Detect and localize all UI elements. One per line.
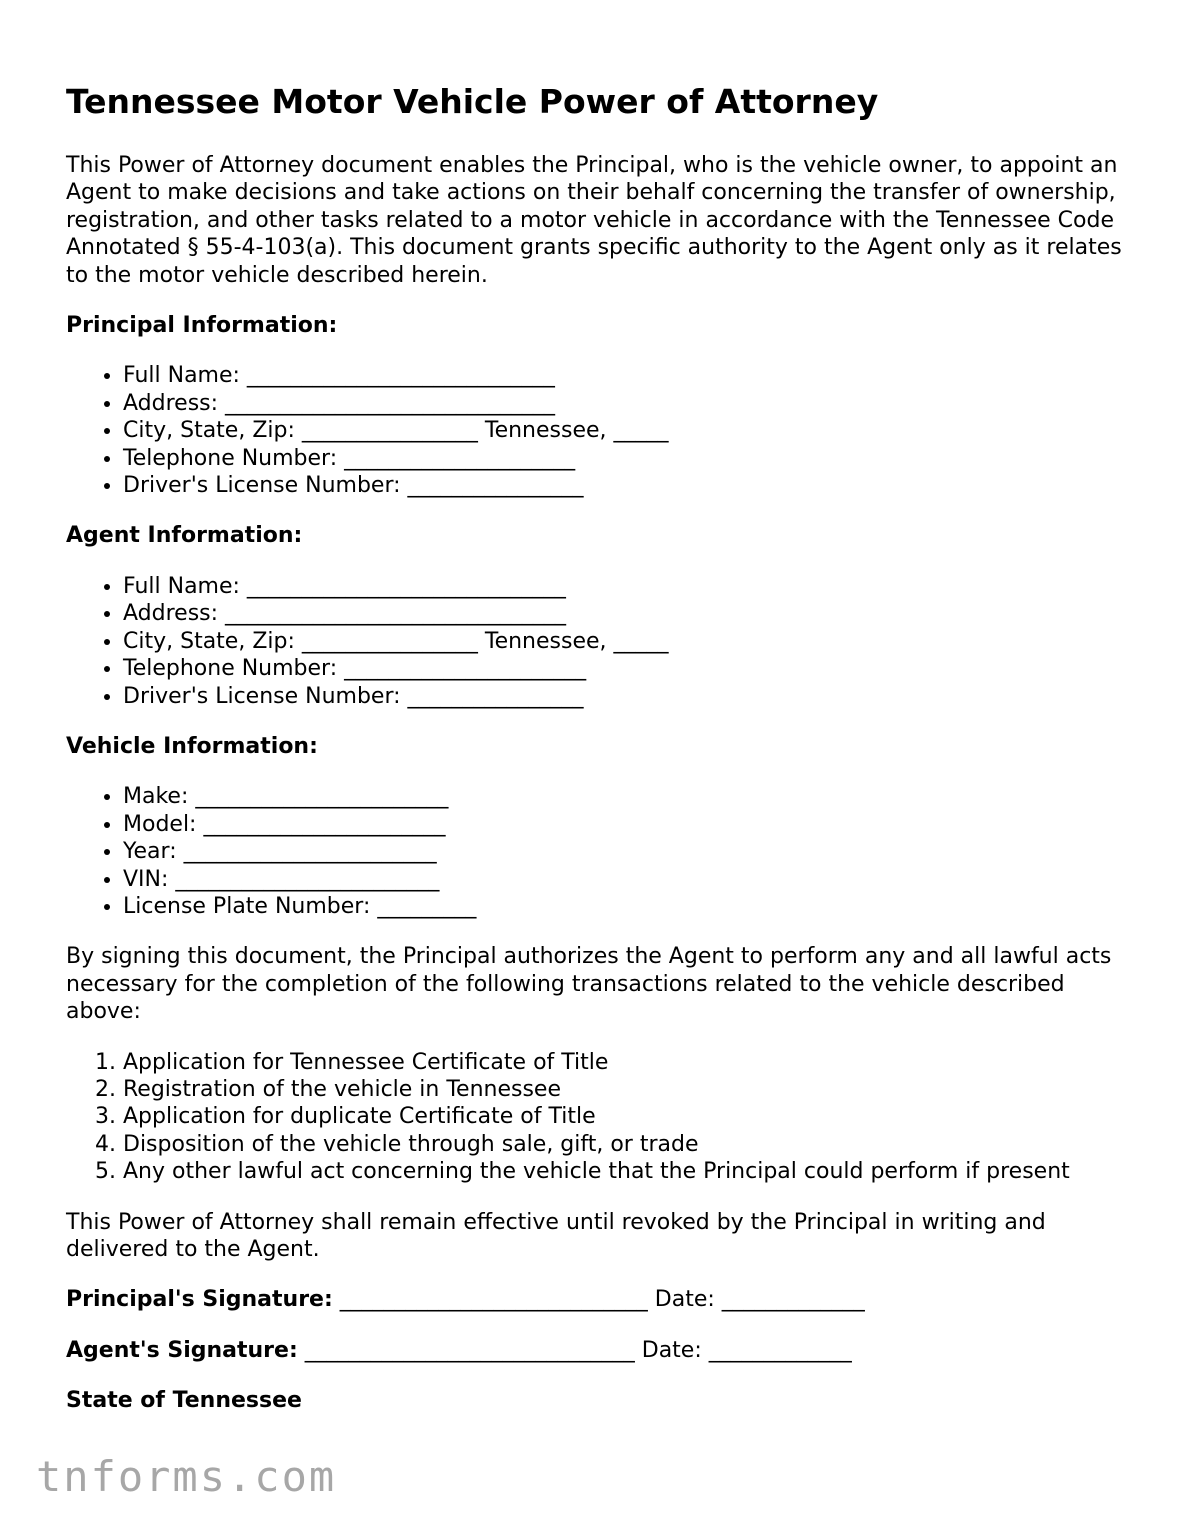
transaction-item: 3. Application for duplicate Certificate of Title (123, 1103, 1126, 1130)
principal-signature-row[interactable] (66, 1286, 1126, 1313)
principal-full-name-field[interactable]: • Full Name: ____________________________ (123, 362, 1126, 389)
vehicle-heading: Vehicle Information: (66, 733, 318, 759)
vehicle-make-field[interactable]: • Make: _______________________ (123, 783, 1126, 810)
agent-signature-blank[interactable]: ______________________________ Date: _____________ (304, 1337, 852, 1363)
agent-signature-label: Agent's Signature: (66, 1337, 298, 1363)
principal-heading: Principal Information: (66, 313, 338, 339)
vehicle-info-list (66, 783, 1126, 920)
principal-info-list (66, 362, 1126, 499)
transaction-item: 5. Any other lawful act concerning the vehicle that the Principal could perform if present (123, 1158, 1126, 1185)
agent-address-field[interactable]: • Address: _______________________________ (123, 600, 1126, 627)
agent-signature-row[interactable] (66, 1337, 1126, 1364)
page-title: Tennessee Motor Vehicle Power of Attorney (66, 82, 879, 121)
state-heading: State of Tennessee (66, 1388, 302, 1414)
site-watermark: tnforms.com (36, 1452, 337, 1501)
agent-telephone-field[interactable]: • Telephone Number: ______________________ (123, 655, 1126, 682)
agent-city-state-zip-field[interactable]: • City, State, Zip: ________________ Tennessee, _____ (123, 628, 1126, 655)
transaction-item: 2. Registration of the vehicle in Tennessee (123, 1076, 1126, 1103)
vehicle-plate-field[interactable]: • License Plate Number: _________ (123, 893, 1126, 920)
intro-paragraph: This Power of Attorney document enables the Principal, who is the vehicle owner, to appoint an Agent to make decisions and take actions on their behalf concerning the transfer of ownership, registration, and other tasks related to a motor vehicle in accordance with the Tennessee Code Annotated § 55-4-103(a). This document grants specific authority to the Agent only as it relates to the motor vehicle described herein. (66, 153, 1122, 288)
principal-telephone-field[interactable]: • Telephone Number: _____________________ (123, 445, 1126, 472)
effective-paragraph: This Power of Attorney shall remain effective until revoked by the Principal in writing and delivered to the Agent. (66, 1209, 1046, 1262)
agent-full-name-field[interactable]: • Full Name: _____________________________ (123, 573, 1126, 600)
agent-license-field[interactable]: • Driver's License Number: ________________ (123, 683, 1126, 710)
principal-license-field[interactable]: • Driver's License Number: ________________ (123, 472, 1126, 499)
document-page (66, 78, 1126, 1438)
authorization-paragraph: By signing this document, the Principal authorizes the Agent to perform any and all lawful acts necessary for the completion of the following transactions related to the vehicle described above: (66, 944, 1112, 1025)
principal-city-state-zip-field[interactable]: • City, State, Zip: ________________ Tennessee, _____ (123, 417, 1126, 444)
transaction-item: 1. Application for Tennessee Certificate of Title (123, 1049, 1126, 1076)
transactions-list (66, 1049, 1126, 1186)
vehicle-year-field[interactable]: • Year: _______________________ (123, 838, 1126, 865)
principal-address-field[interactable]: • Address: ______________________________ (123, 390, 1126, 417)
agent-heading: Agent Information: (66, 523, 303, 549)
principal-signature-label: Principal's Signature: (66, 1287, 333, 1313)
transaction-item: 4. Disposition of the vehicle through sale, gift, or trade (123, 1131, 1126, 1158)
agent-info-list (66, 573, 1126, 710)
vehicle-vin-field[interactable]: • VIN: ________________________ (123, 866, 1126, 893)
vehicle-model-field[interactable]: • Model: ______________________ (123, 811, 1126, 838)
principal-signature-blank[interactable]: ____________________________ Date: _____________ (339, 1287, 865, 1313)
